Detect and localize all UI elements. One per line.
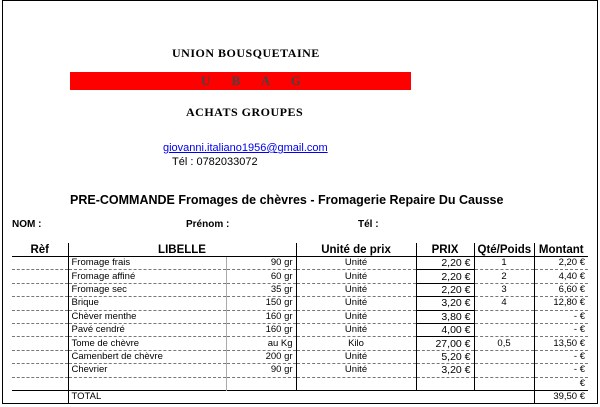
- weight-cell: 60 gr: [226, 270, 296, 283]
- banner-text: U B A G: [201, 73, 310, 88]
- ref-cell[interactable]: [12, 257, 68, 270]
- quantity-cell[interactable]: 4: [474, 297, 534, 310]
- quantity-cell[interactable]: 1: [474, 257, 534, 270]
- libelle-cell: Camenbert de chèvre: [68, 350, 226, 363]
- table-row: [12, 310, 588, 323]
- price-cell: 3,20 €: [416, 297, 474, 310]
- col-prix-header: PRIX: [416, 243, 474, 257]
- col-ref-header: Rèf: [12, 243, 68, 257]
- ref-cell[interactable]: [12, 377, 68, 390]
- unit-cell: Unité: [296, 270, 416, 283]
- amount-cell: - €: [534, 350, 588, 363]
- ref-cell[interactable]: [12, 270, 68, 283]
- unit-cell: Unité: [296, 364, 416, 377]
- ubag-banner: [70, 72, 411, 90]
- libelle-cell: Pavé cendré: [68, 323, 226, 336]
- email-link[interactable]: giovanni.italiano1956@gmail.com: [163, 142, 328, 154]
- price-cell: 5,20 €: [416, 350, 474, 363]
- price-cell: 27,00 €: [416, 337, 474, 350]
- unit-cell: Unité: [296, 323, 416, 336]
- col-montant-header: Montant: [534, 243, 588, 257]
- amount-cell: 2,20 €: [534, 257, 588, 270]
- table-row: [12, 283, 588, 296]
- prenom-label: Prénom :: [186, 219, 230, 230]
- table-row: [12, 364, 588, 377]
- price-cell: 3,80 €: [416, 310, 474, 323]
- price-cell: 4,00 €: [416, 323, 474, 336]
- table-row: [12, 337, 588, 350]
- weight-cell: 200 gr: [226, 350, 296, 363]
- weight-cell: 90 gr: [226, 364, 296, 377]
- quantity-cell[interactable]: [474, 323, 534, 336]
- weight-cell: [226, 377, 296, 390]
- total-value: 39,50 €: [534, 390, 588, 403]
- price-cell: 3,20 €: [416, 364, 474, 377]
- quantity-cell[interactable]: 3: [474, 283, 534, 296]
- weight-cell: 90 gr: [226, 257, 296, 270]
- amount-cell: 12,80 €: [534, 297, 588, 310]
- quantity-cell[interactable]: [474, 350, 534, 363]
- libelle-cell: Chevrier: [68, 364, 226, 377]
- ref-cell[interactable]: [12, 364, 68, 377]
- libelle-cell: Fromage sec: [68, 283, 226, 296]
- ref-cell[interactable]: [12, 323, 68, 336]
- table-row: [12, 257, 588, 270]
- ref-cell[interactable]: [12, 283, 68, 296]
- price-cell: 2,20 €: [416, 283, 474, 296]
- quantity-cell[interactable]: 0,5: [474, 337, 534, 350]
- weight-cell: 160 gr: [226, 323, 296, 336]
- amount-cell: - €: [534, 310, 588, 323]
- table-row: [12, 270, 588, 283]
- unit-cell: Unité: [296, 257, 416, 270]
- quantity-cell[interactable]: 2: [474, 270, 534, 283]
- unit-cell: Kilo: [296, 337, 416, 350]
- order-table: [12, 243, 588, 404]
- ref-cell[interactable]: [12, 310, 68, 323]
- ref-cell[interactable]: [12, 350, 68, 363]
- unit-cell: [296, 377, 416, 390]
- unit-cell: Unité: [296, 283, 416, 296]
- ref-cell[interactable]: [12, 297, 68, 310]
- libelle-cell: [68, 377, 226, 390]
- weight-cell: 160 gr: [226, 310, 296, 323]
- amount-cell: €: [534, 377, 588, 390]
- col-qte-header: Qté/Poids: [474, 243, 534, 257]
- org-name: UNION BOUSQUETAINE: [172, 46, 320, 60]
- quantity-cell[interactable]: [474, 310, 534, 323]
- libelle-cell: Tome de chèvre: [68, 337, 226, 350]
- ref-cell[interactable]: [12, 337, 68, 350]
- weight-cell: 35 gr: [226, 283, 296, 296]
- weight-cell: au Kg: [226, 337, 296, 350]
- phone-text: Tél : 0782033072: [172, 156, 258, 168]
- weight-cell: 150 gr: [226, 297, 296, 310]
- price-cell: [416, 377, 474, 390]
- page-title: PRE-COMMANDE Fromages de chèvres - Fromagerie Repaire Du Causse: [70, 193, 504, 207]
- total-label: TOTAL: [68, 390, 534, 403]
- amount-cell: - €: [534, 364, 588, 377]
- amount-cell: - €: [534, 323, 588, 336]
- amount-cell: 4,40 €: [534, 270, 588, 283]
- unit-cell: Unité: [296, 297, 416, 310]
- col-unite-header: Unité de prix: [296, 243, 416, 257]
- libelle-cell: Fromage frais: [68, 257, 226, 270]
- libelle-cell: Fromage affiné: [68, 270, 226, 283]
- col-libelle-header: LIBELLE: [68, 243, 296, 257]
- table-row: [12, 297, 588, 310]
- tel-label: Tél :: [358, 219, 379, 230]
- amount-cell: 6,60 €: [534, 283, 588, 296]
- price-cell: 2,20 €: [416, 270, 474, 283]
- nom-label: NOM :: [12, 219, 42, 230]
- total-ref-cell: [12, 390, 68, 403]
- amount-cell: 13,50 €: [534, 337, 588, 350]
- subtitle: ACHATS GROUPES: [186, 105, 304, 119]
- unit-cell: Unité: [296, 310, 416, 323]
- unit-cell: Unité: [296, 350, 416, 363]
- table-header-row: [12, 243, 588, 257]
- quantity-cell[interactable]: [474, 364, 534, 377]
- quantity-cell[interactable]: [474, 377, 534, 390]
- table-row: [12, 350, 588, 363]
- total-row: [12, 390, 588, 403]
- libelle-cell: Chèver menthe: [68, 310, 226, 323]
- price-cell: 2,20 €: [416, 257, 474, 270]
- libelle-cell: Brique: [68, 297, 226, 310]
- table-row: [12, 323, 588, 336]
- table-row: [12, 377, 588, 390]
